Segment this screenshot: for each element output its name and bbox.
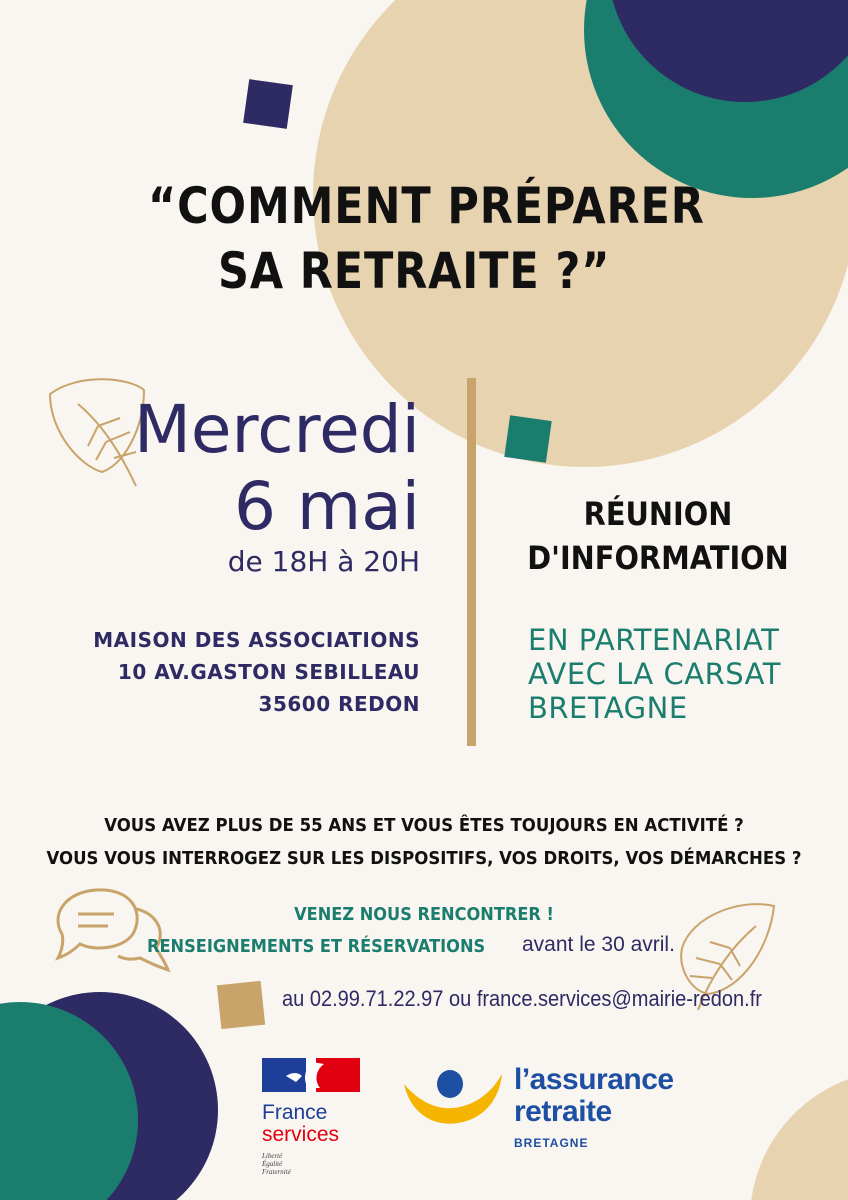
booking-label: RENSEIGNEMENTS ET RÉSERVATIONS bbox=[147, 936, 486, 957]
contact-details: au 02.99.71.22.97 ou france.services@mairie-redon.fr bbox=[282, 986, 762, 1011]
meeting-line-2: D'INFORMATION bbox=[527, 539, 789, 577]
question-1: VOUS AVEZ PLUS DE 55 ANS ET VOUS ÊTES TOUJOURS EN ACTIVITÉ ? bbox=[104, 815, 744, 836]
republic-motto bbox=[262, 1152, 372, 1176]
event-hours: de 18H à 20H bbox=[227, 545, 420, 578]
navy-square bbox=[243, 79, 293, 129]
assurance-retraite-region: BRETAGNE bbox=[514, 1136, 589, 1150]
vertical-divider bbox=[467, 378, 476, 746]
assurance-retraite-emblem-icon bbox=[398, 1066, 506, 1134]
assurance-retraite-logo bbox=[398, 1058, 718, 1158]
question-2: VOUS VOUS INTERROGEZ SUR LES DISPOSITIFS, VOS DROITS, VOS DÉMARCHES ? bbox=[46, 848, 802, 869]
france-services-logo bbox=[262, 1058, 372, 1180]
partnership-line-1: EN PARTENARIAT bbox=[528, 623, 780, 657]
title-line-1: “COMMENT PRÉPARER bbox=[148, 177, 705, 235]
partnership-line-2: AVEC LA CARSAT bbox=[528, 657, 781, 691]
event-date: 6 mai bbox=[233, 468, 420, 545]
france-services-line-2: services bbox=[262, 1123, 340, 1146]
assurance-retraite-line-2: retraite bbox=[514, 1095, 612, 1128]
teal-square bbox=[504, 415, 551, 462]
gold-square bbox=[217, 981, 265, 1029]
speech-bubbles-icon bbox=[52, 884, 172, 974]
sand-circle-bottom bbox=[750, 1070, 848, 1200]
assurance-retraite-line-1: l’assurance bbox=[514, 1063, 674, 1096]
france-services-line-1: France bbox=[262, 1101, 328, 1124]
motto-egalite: Égalité bbox=[262, 1160, 283, 1168]
booking-deadline: avant le 30 avril. bbox=[522, 933, 675, 956]
address-line-3: 35600 REDON bbox=[258, 692, 420, 716]
partnership-line-3: BRETAGNE bbox=[528, 691, 688, 725]
meeting-line-1: RÉUNION bbox=[583, 495, 733, 533]
title-line-2: SA RETRAITE ?” bbox=[218, 242, 611, 300]
marianne-flag-icon bbox=[262, 1058, 360, 1092]
address-line-1: MAISON DES ASSOCIATIONS bbox=[93, 628, 420, 652]
motto-fraternite: Fraternité bbox=[262, 1168, 291, 1176]
address-line-2: 10 AV.GASTON SEBILLEAU bbox=[117, 660, 420, 684]
call-to-action: VENEZ NOUS RENCONTRER ! bbox=[294, 904, 554, 925]
event-day: Mercredi bbox=[133, 391, 420, 468]
motto-liberte: Liberté bbox=[262, 1152, 283, 1160]
